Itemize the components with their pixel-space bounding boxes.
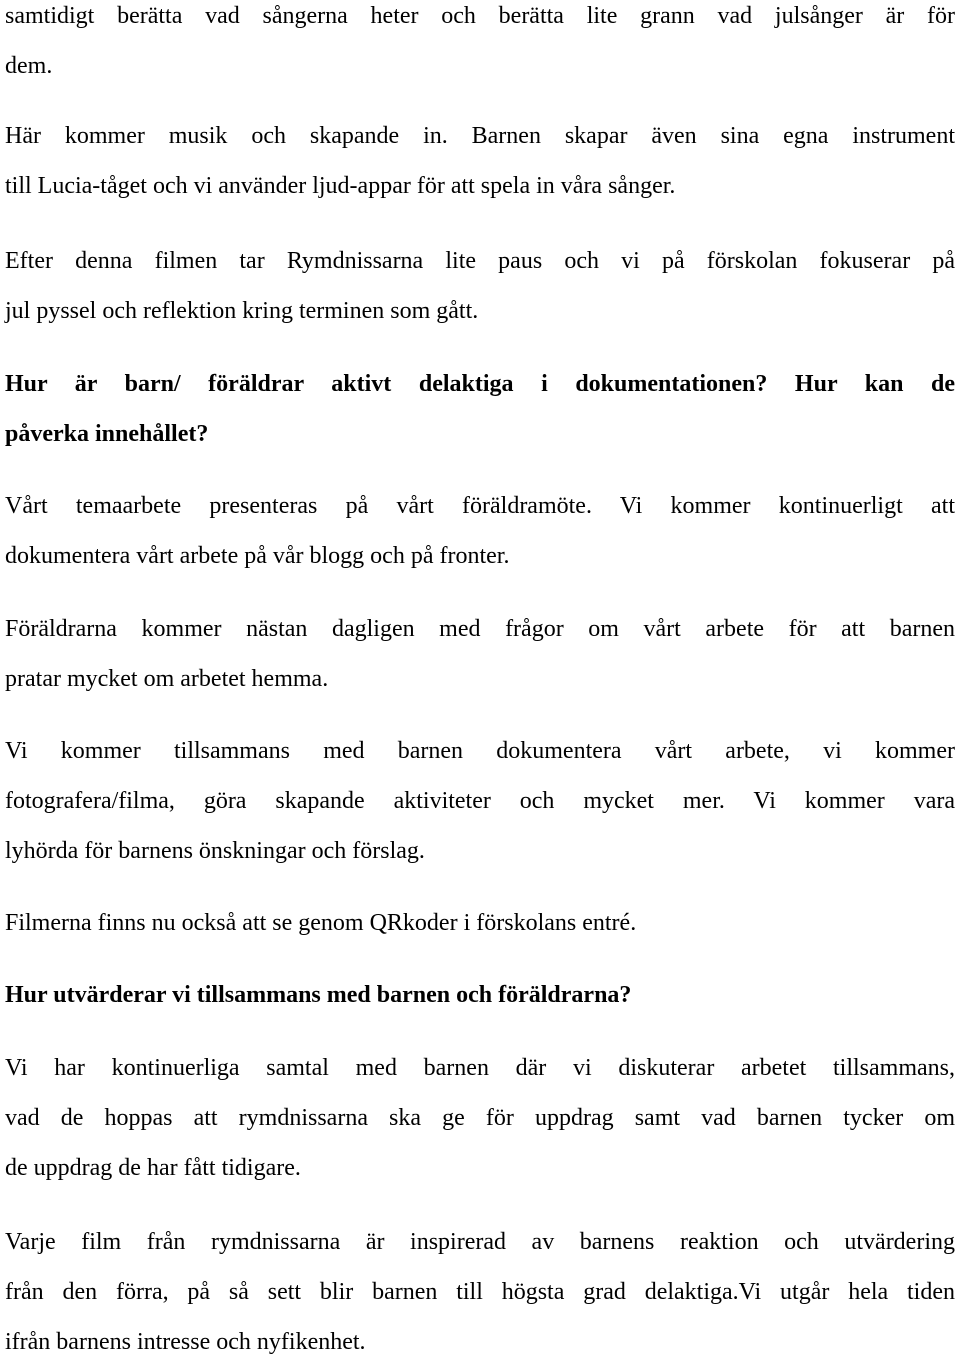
- paragraph: [5, 111, 955, 211]
- heading-line: Hur utvärderar vi tillsammans med barnen och föräldrarna?: [5, 982, 632, 1008]
- paragraph: [5, 1217, 955, 1367]
- text-line: samtidigt berätta vad sångerna heter och berätta lite grann vad julsånger är för: [5, 3, 955, 29]
- paragraph: [5, 0, 955, 91]
- section-heading: [5, 970, 955, 1020]
- paragraph: [5, 481, 955, 581]
- paragraph: [5, 898, 955, 948]
- text-line: Efter denna filmen tar Rymdnissarna lite paus och vi på förskolan fokuserar på: [5, 248, 955, 274]
- text-line: Vi har kontinuerliga samtal med barnen där vi diskuterar arbetet tillsammans,: [5, 1055, 955, 1081]
- text-line: lyhörda för barnens önskningar och förslag.: [5, 838, 425, 864]
- text-line: Föräldrarna kommer nästan dagligen med frågor om vårt arbete för att barnen: [5, 616, 955, 642]
- text-line: vad de hoppas att rymdnissarna ska ge för uppdrag samt vad barnen tycker om: [5, 1105, 955, 1131]
- text-line: de uppdrag de har fått tidigare.: [5, 1155, 301, 1181]
- text-line: Filmerna finns nu också att se genom QRkoder i förskolans entré.: [5, 910, 637, 936]
- paragraph: [5, 236, 955, 336]
- text-line: jul pyssel och reflektion kring terminen som gått.: [5, 298, 479, 324]
- text-line: till Lucia-tåget och vi använder ljud-appar för att spela in våra sånger.: [5, 173, 676, 199]
- text-line: Varje film från rymdnissarna är inspirerad av barnens reaktion och utvärdering: [5, 1229, 955, 1255]
- heading-line: påverka innehållet?: [5, 421, 209, 447]
- text-line: dem.: [5, 53, 53, 79]
- section-heading: [5, 359, 955, 459]
- text-line: Här kommer musik och skapande in. Barnen skapar även sina egna instrument: [5, 123, 955, 149]
- text-line: fotografera/filma, göra skapande aktiviteter och mycket mer. Vi kommer vara: [5, 788, 955, 814]
- text-line: Vårt temaarbete presenteras på vårt föräldramöte. Vi kommer kontinuerligt att: [5, 493, 955, 519]
- heading-line: Hur är barn/ föräldrar aktivt delaktiga i dokumentationen? Hur kan de: [5, 371, 955, 397]
- text-line: dokumentera vårt arbete på vår blogg och på fronter.: [5, 543, 510, 569]
- text-line: Vi kommer tillsammans med barnen dokumentera vårt arbete, vi kommer: [5, 738, 955, 764]
- text-line: ifrån barnens intresse och nyfikenhet.: [5, 1329, 366, 1355]
- text-line: från den förra, på så sett blir barnen till högsta grad delaktiga.Vi utgår hela tiden: [5, 1279, 955, 1305]
- paragraph: [5, 604, 955, 704]
- paragraph: [5, 1043, 955, 1193]
- text-line: pratar mycket om arbetet hemma.: [5, 666, 329, 692]
- paragraph: [5, 726, 955, 876]
